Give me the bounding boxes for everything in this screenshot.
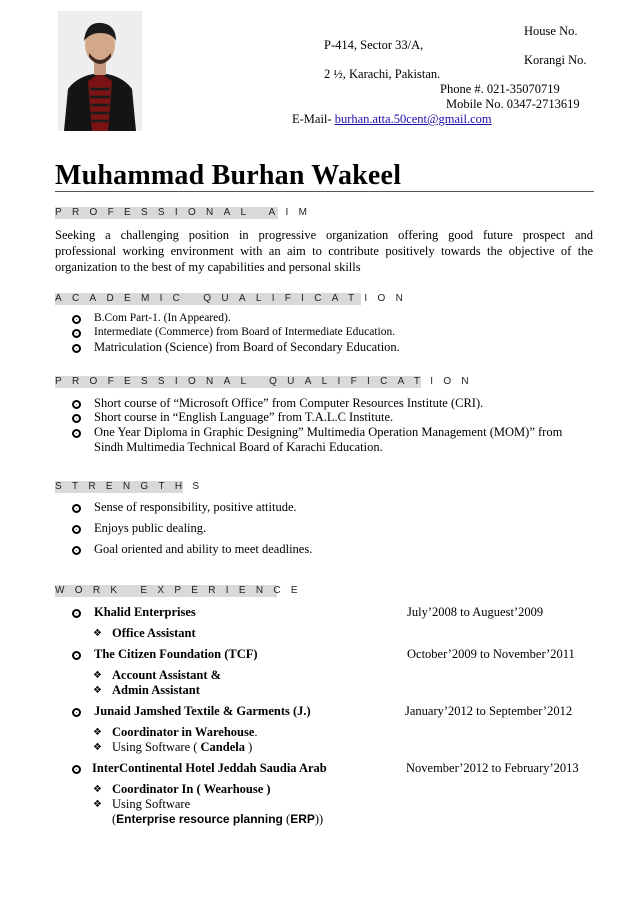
- bullet-icon: [72, 429, 81, 438]
- job-role-tail: .: [254, 725, 258, 739]
- candidate-name: Muhammad Burhan Wakeel: [55, 160, 402, 191]
- erp-abbr: ERP: [290, 812, 315, 826]
- email-line: [292, 112, 492, 127]
- strength-item: Enjoys public dealing.: [94, 521, 207, 535]
- diamond-bullet-icon: ❖: [93, 727, 102, 738]
- bullet-icon: [72, 546, 81, 555]
- aim-line-1: Seeking a challenging position in progressive organization offering good future prospect and: [55, 228, 593, 242]
- bullet-icon: [72, 651, 81, 660]
- job-company: The Citizen Foundation (TCF): [94, 647, 258, 661]
- academic-item: Matriculation (Science) from Board of Secondary Education.: [94, 340, 400, 354]
- erp-full: Enterprise resource planning: [116, 812, 283, 826]
- professional-aim-text: [55, 227, 593, 275]
- job-role: Account Assistant &: [112, 668, 222, 682]
- job-role: Office Assistant: [112, 626, 196, 640]
- profile-photo: [58, 11, 142, 131]
- job-role: Admin Assistant: [112, 683, 200, 697]
- job-software-detail: [112, 812, 323, 827]
- professional-item: One Year Diploma in Graphic Designing” Multimedia Operation Management (MOM)” from: [94, 425, 563, 439]
- job-software: [112, 740, 252, 755]
- professional-item-continued: Sindh Multimedia Technical Board of Karachi Education.: [94, 440, 383, 454]
- job-company: Khalid Enterprises: [94, 605, 196, 619]
- diamond-bullet-icon: ❖: [93, 742, 102, 753]
- bullet-icon: [72, 414, 81, 423]
- phone-number: Phone #. 021-35070719: [440, 82, 560, 96]
- heading-strengths: STRENGTHS: [55, 481, 210, 492]
- bullet-icon: [72, 525, 81, 534]
- job-role: Coordinator In ( Wearhouse ): [112, 782, 271, 796]
- software-name: Candela: [200, 740, 245, 754]
- aim-line-2: professional working environment with an aim to contribute positively towards the objective of the: [55, 244, 593, 258]
- job-role-bold: Coordinator in Warehouse: [112, 725, 255, 739]
- diamond-bullet-icon: ❖: [93, 670, 102, 681]
- strength-item: Goal oriented and ability to meet deadlines.: [94, 542, 313, 556]
- bullet-icon: [72, 315, 81, 324]
- professional-item: Short course in “English Language” from T.A.L.C Institute.: [94, 410, 394, 424]
- heading-professional-aim: PROFESSIONAL AIM: [55, 207, 318, 218]
- professional-item: Short course of “Microsoft Office” from Computer Resources Institute (CRI).: [94, 396, 484, 410]
- bullet-icon: [72, 708, 81, 717]
- address-house: House No.: [524, 24, 578, 38]
- email-link[interactable]: burhan.atta.50cent@gmail.com: [334, 112, 492, 126]
- email-label: E-Mail-: [292, 112, 332, 126]
- bullet-icon: [72, 765, 81, 774]
- bullet-icon: [72, 329, 81, 338]
- software-post: ): [244, 740, 253, 754]
- address-city: 2 ½, Karachi, Pakistan.: [324, 67, 441, 81]
- academic-item: B.Com Part-1. (In Appeared).: [94, 312, 231, 324]
- job-role: [112, 725, 258, 740]
- academic-item: Intermediate (Commerce) from Board of Intermediate Education.: [94, 326, 396, 338]
- strength-item: Sense of responsibility, positive attitude.: [94, 500, 297, 514]
- aim-line-3: organization to the best of my capabilities and personal skills: [55, 260, 361, 274]
- heading-professional-qualification: PROFESSIONAL QUALIFICATION: [55, 376, 479, 387]
- diamond-bullet-icon: ❖: [93, 685, 102, 696]
- name-divider: [55, 191, 594, 192]
- job-dates: January’2012 to September’2012: [405, 704, 573, 718]
- heading-work-experience: WORK EXPERIENCE: [55, 585, 308, 596]
- bullet-icon: [72, 344, 81, 353]
- bullet-icon: [72, 609, 81, 618]
- job-dates: July’2008 to Auguest’2009: [407, 605, 544, 619]
- diamond-bullet-icon: ❖: [93, 628, 102, 639]
- heading-academic-qualification: ACADEMIC QUALIFICATION: [55, 293, 414, 304]
- software-pre: Using Software (: [112, 740, 201, 754]
- job-dates: October’2009 to November’2011: [407, 647, 575, 661]
- job-dates: November’2012 to February’2013: [406, 761, 579, 775]
- diamond-bullet-icon: ❖: [93, 784, 102, 795]
- job-company: Junaid Jamshed Textile & Garments (J.): [94, 704, 311, 718]
- erp-mid: (: [282, 812, 291, 826]
- job-company: InterContinental Hotel Jeddah Saudia Arab: [92, 761, 327, 775]
- address-sector: P-414, Sector 33/A,: [324, 38, 424, 52]
- diamond-bullet-icon: ❖: [93, 799, 102, 810]
- erp-pre: (: [112, 812, 117, 826]
- address-korangi: Korangi No.: [524, 53, 587, 67]
- bullet-icon: [72, 400, 81, 409]
- mobile-number: Mobile No. 0347-2713619: [446, 97, 580, 111]
- bullet-icon: [72, 504, 81, 513]
- erp-post: )): [314, 812, 324, 826]
- job-software: Using Software: [112, 797, 191, 811]
